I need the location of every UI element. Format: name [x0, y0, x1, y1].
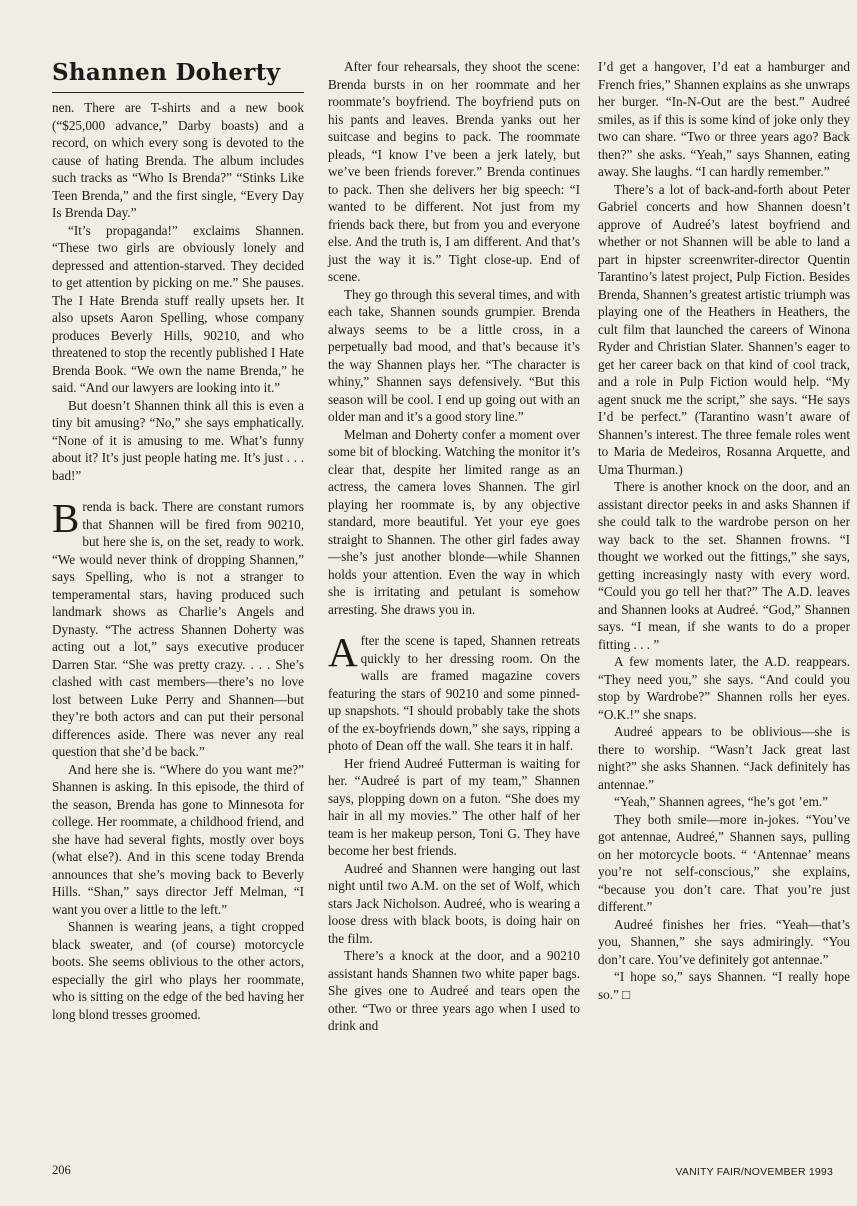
title-rule — [52, 92, 304, 93]
paragraph-text: There’s a lot of back-and-forth about Peter Gabriel concerts and how Shannen doesn’t approve of Audreé’s latest boyfriend and whether or not Shannen will be able to land a part in hipster screenwriter-director Quentin Tarantino’s latest project, Pulp Fiction. Besides Brenda, Shannen’s greatest artistic triumph was playing one of the Heathers in Heathers, the cult film that launched the careers of Winona Ryder and Christian Slater. Shannen’s eager to get her career back on that kind of cool track, and a role in Pulp Fiction would help. “My agent snuck me the script,” she says. “He says I’d be perfect.” (Tarantino wasn’t aware of Shannen’s interest. The three female roles went to Maria de Medeiros, Rosanna Arquette, and Uma Thurman.) — [598, 181, 850, 477]
paragraph-text: After four rehearsals, they shoot the scene: Brenda bursts in on her roommate and her roommate’s boyfriend. The boyfriend puts on his pants and leaves. Brenda yanks out her suitcase and begins to pack. The roommate pleads, “I know I’ve been a jerk lately, but we’ve been friends forever.” Brenda continues to pack. Then she delivers her big speech: “I wanted to be different. Not just from my friends back there, but from you and everyone else. And the truth is, I am different. And that’s just the way it is.” Tight close-up. End of scene. — [328, 59, 580, 284]
paragraph — [328, 860, 580, 948]
paragraph — [598, 811, 850, 916]
paragraph-text: A few moments later, the A.D. reappears. “They need you,” she says. “And could you stop by Wardrobe?” Shannen rolls her eyes. “O.K.!” she snaps. — [598, 654, 850, 722]
paragraph-text: Shannen is wearing jeans, a tight cropped black sweater, and (of course) motorcycle boots. She seems oblivious to the other actors, especially the girl who plays her roommate, who is sitting on the edge of the bed having her long blond tresses groomed. — [52, 919, 304, 1022]
paragraph — [328, 755, 580, 860]
paragraph — [598, 58, 850, 181]
paragraph — [598, 916, 850, 969]
drop-cap: A — [328, 629, 358, 675]
paragraph-text: “It’s propaganda!” exclaims Shannen. “These two girls are obviously lonely and depressed and attention-starved. They decided to get attention by picking on me.” She pauses. The I Hate Brenda stuff really upsets her. It also upsets Aaron Spelling, whose company produces Beverly Hills, 90210, and who threatened to stop the recently published I Hate Brenda Book. “We own the name Brenda,” he said. “And our lawyers are looking into it.” — [52, 222, 304, 395]
paragraph — [598, 653, 850, 723]
article-title: Shannen Doherty — [52, 59, 281, 86]
column-1 — [52, 58, 304, 1023]
paragraph-text: I’d get a hangover, I’d eat a hamburger and French fries,” Shannen explains as she unwraps her burger. “In-N-Out are the best.” Audreé smiles, as if this is some kind of joke only they two can share. “Two or three years ago? Back then?” she asks. “Yeah,” says Shannen, eating away. She laughs. “I can hardly remember.” — [598, 59, 850, 179]
paragraph — [598, 968, 850, 1003]
paragraph-text: But doesn’t Shannen think all this is even a tiny bit amusing? “No,” she says emphatically. “None of it is amusing to me. What’s funny about it? It’s just people hating me. It’s just . . . bad!” — [52, 397, 304, 483]
paragraph — [52, 918, 304, 1023]
paragraph-text: renda is back. There are constant rumors that Shannen will be fired from 90210, but here she is, on the set, ready to work. “We would never think of dropping Shannen,” says Spelling, who is not a stranger to temperamental stars, having produced such landmark shows as Charlie’s Angels and Dynasty. “The actress Shannen Doherty was acting out a lot,” says executive producer Darren Star. “She was pretty crazy. . . . She’s clashed with cast members—there’s no love lost between Luke Perry and Shannen—but they’re both actors and can put their personal differences aside. There was never any real question that she’d be back.” — [52, 499, 304, 759]
paragraph-text: fter the scene is taped, Shannen retreats quickly to her dressing room. On the walls are framed magazine covers featuring the stars of 90210 and some pinned-up snapshots. “I should probably take the shots of the ex-boyfriends down,” she says, ripping a photo of Dean off the wall. She tears it in half. — [328, 633, 580, 753]
article-header — [52, 58, 304, 93]
paragraph — [328, 58, 580, 286]
paragraph-text: Audreé finishes her fries. “Yeah—that’s you, Shannen,” she says admiringly. “You don’t care. You’ve definitely got antennae.” — [598, 916, 850, 967]
paragraph — [328, 629, 580, 755]
paragraph — [52, 99, 304, 222]
paragraph-text: Audreé appears to be oblivious—she is there to worship. “Wasn’t Jack great last night?” she asks Shannen. “Jack definitely has antennae.” — [598, 724, 850, 792]
paragraph-text: “Yeah,” Shannen agrees, “he’s got ’em.” — [614, 794, 828, 809]
paragraph — [598, 793, 850, 811]
paragraph-text: Her friend Audreé Futterman is waiting for her. “Audreé is part of my team,” Shannen says, plopping down on a futon. “She does my hair in all my movies.” The other half of her team is her makeup person, Toni G. They have become her best friends. — [328, 755, 580, 858]
magazine-credit: VANITY FAIR/NOVEMBER 1993 — [675, 1166, 833, 1178]
paragraph-text: There’s a knock at the door, and a 90210 assistant hands Shannen two white paper bags. She gives one to Audreé and tears open the other. “Two or three years ago when I used to drink and — [328, 948, 580, 1033]
paragraph — [52, 761, 304, 919]
paragraph-text: And here she is. “Where do you want me?” Shannen is asking. In this episode, the third of the season, Brenda has gone to Minnesota for college. Her roommate, a childhood friend, and she have had several fights, mostly over boys (what else?). And in this scene today Brenda announces that she’s moving back to Beverly Hills. “Shan,” says director Jeff Melman, “I want you over a little to the left.” — [52, 761, 304, 917]
paragraph-text: They both smile—more in-jokes. “You’ve got antennae, Audreé,” Shannen says, pulling on her motorcycle boots. “ ‘Antennae’ means you’re not self-conscious,” she explains, “because you don’t care. That you’re just different.” — [598, 811, 850, 914]
paragraph — [328, 426, 580, 619]
paragraph-text: There is another knock on the door, and an assistant director peeks in and asks Shannen if she could talk to the wardrobe person on her way back to the set. Shannen frowns. “I thought we worked out the fittings,” she says, getting increasingly nasty with every word. “Could you go tell her that?” The A.D. leaves and Shannen looks at Audreé. “God,” Shannen says. “I mean, if she wants to do a proper fitting . . . ” — [598, 479, 850, 652]
column-2 — [328, 58, 580, 1035]
paragraph — [598, 181, 850, 479]
paragraph — [328, 286, 580, 426]
paragraph-text: nen. There are T-shirts and a new book (“$25,000 advance,” Darby boasts) and a record, on which every song is devoted to the cause of hating Brenda. The album includes such tracks as “Who Is Brenda?” “Stinks Like Teen Brenda,” and the first single, “Every Day Is Brenda Day.” — [52, 100, 304, 220]
paragraph — [598, 723, 850, 793]
paragraph — [598, 478, 850, 653]
paragraph-text: Melman and Doherty confer a moment over some bit of blocking. Watching the monitor it’s clear that, despite her limited range as an actress, the camera loves Shannen. The girl playing her roommate is, by any objective standard, more beautiful. Yet your eye goes straight to Shannen. The other girl fades away—she’s just another blonde—while Shannen holds your attention. Even the way in which she is irritating and petulant is somehow arresting. She draws you in. — [328, 426, 580, 617]
paragraph — [328, 947, 580, 1035]
paragraph-text: “I hope so,” says Shannen. “I really hope so.” □ — [598, 969, 850, 1002]
paragraph — [52, 222, 304, 397]
paragraph — [52, 495, 304, 761]
column-3 — [598, 58, 850, 1003]
drop-cap: B — [52, 495, 80, 541]
paragraph-text: They go through this several times, and with each take, Shannen sounds grumpier. Brenda always seems to be a little cross, in a perpetually bad mood, and that’s because it’s the way Shannen plays her. “The character is whiny,” Shannen says defensively. “But this season will be cool. I end up going out with an older man and it’s a good story line.” — [328, 286, 580, 424]
paragraph-text: Audreé and Shannen were hanging out last night until two A.M. on the set of Wolf, which stars Jack Nicholson. Audreé, who is wearing a loose dress with black boots, is doing hair on the film. — [328, 860, 580, 946]
page-number: 206 — [52, 1163, 71, 1177]
paragraph — [52, 397, 304, 485]
